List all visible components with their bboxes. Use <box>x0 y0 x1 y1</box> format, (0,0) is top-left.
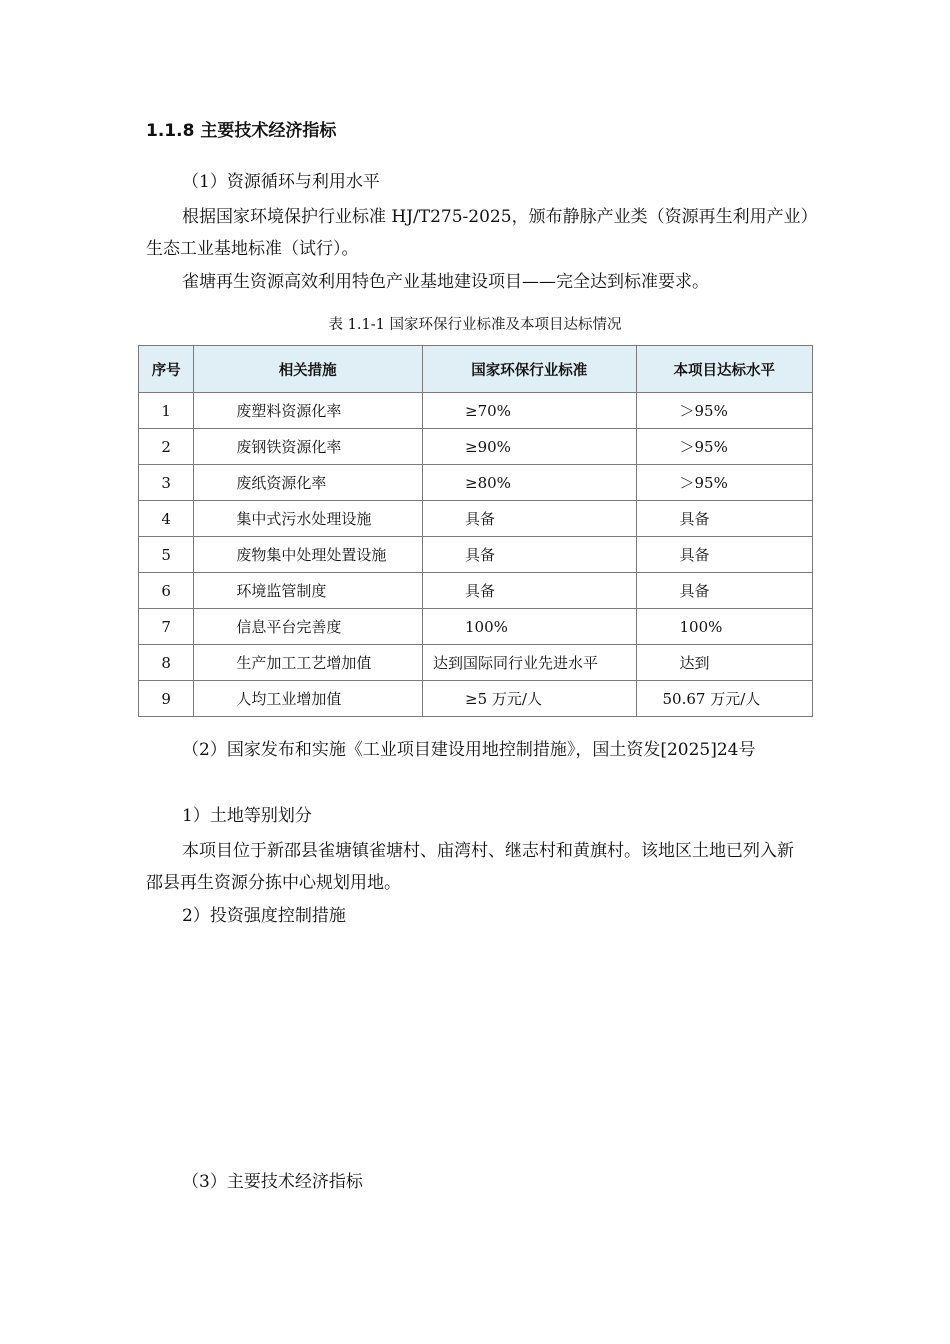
table-row <box>139 645 813 681</box>
standards-table <box>138 345 813 717</box>
table-caption: 表 1.1-1 国家环保行业标准及本项目达标情况 <box>328 317 622 333</box>
table-row <box>139 537 813 573</box>
cell-no: 4 <box>139 501 194 537</box>
header-measure: 相关措施 <box>194 346 423 393</box>
cell-no: 2 <box>139 429 194 465</box>
cell-no: 3 <box>139 465 194 501</box>
cell-level: 50.67 万元/人 <box>637 681 813 717</box>
paragraph-project-location: 本项目位于新邵县雀塘镇雀塘村、庙湾村、继志村和黄旗村。该地区土地已列入新邵县再生资源分拣中心规划用地。 <box>146 841 794 893</box>
table-header-row <box>139 346 813 393</box>
cell-standard: ≥90% <box>423 429 637 465</box>
cell-standard: 具备 <box>423 573 637 609</box>
table-row <box>139 393 813 429</box>
cell-no: 7 <box>139 609 194 645</box>
cell-level: 具备 <box>637 501 813 537</box>
cell-measure: 环境监管制度 <box>194 573 423 609</box>
paragraph-main-indicators: （3）主要技术经济指标 <box>182 1172 363 1192</box>
cell-measure: 集中式污水处理设施 <box>194 501 423 537</box>
cell-measure: 生产加工工艺增加值 <box>194 645 423 681</box>
cell-measure: 废塑料资源化率 <box>194 393 423 429</box>
paragraph-land-control-measures: （2）国家发布和实施《工业项目建设用地控制措施》，国土资发[2025]24号 <box>182 740 756 760</box>
cell-no: 5 <box>139 537 194 573</box>
cell-standard: ≥80% <box>423 465 637 501</box>
paragraph-investment-intensity: 2）投资强度控制措施 <box>182 906 346 926</box>
cell-level: 100% <box>637 609 813 645</box>
cell-measure: 废物集中处理处置设施 <box>194 537 423 573</box>
table-row <box>139 429 813 465</box>
header-level: 本项目达标水平 <box>637 346 813 393</box>
section-heading: 1.1.8 主要技术经济指标 <box>146 121 337 141</box>
cell-level: 达到 <box>637 645 813 681</box>
cell-level: 具备 <box>637 573 813 609</box>
cell-standard: ≥5 万元/人 <box>423 681 637 717</box>
cell-standard: 具备 <box>423 501 637 537</box>
table-row <box>139 681 813 717</box>
cell-no: 6 <box>139 573 194 609</box>
table-row <box>139 609 813 645</box>
cell-standard: 具备 <box>423 537 637 573</box>
paragraph-resource-recycling: （1）资源循环与利用水平 <box>182 172 380 192</box>
cell-measure: 信息平台完善度 <box>194 609 423 645</box>
paragraph-land-grade: 1）土地等别划分 <box>182 806 312 826</box>
paragraph-standard-basis: 根据国家环境保护行业标准 HJ/T275-2025，颁布静脉产业类（资源再生利用产业）生态工业基地标准（试行）。 <box>146 207 810 259</box>
cell-standard: ≥70% <box>423 393 637 429</box>
cell-level: 具备 <box>637 537 813 573</box>
table-row <box>139 465 813 501</box>
cell-standard: 达到国际同行业先进水平 <box>423 645 637 681</box>
cell-no: 9 <box>139 681 194 717</box>
header-standard: 国家环保行业标准 <box>423 346 637 393</box>
table-row <box>139 573 813 609</box>
header-no: 序号 <box>139 346 194 393</box>
cell-level: ＞95% <box>637 429 813 465</box>
cell-measure: 人均工业增加值 <box>194 681 423 717</box>
cell-no: 8 <box>139 645 194 681</box>
table-row <box>139 501 813 537</box>
paragraph-project-compliance: 雀塘再生资源高效利用特色产业基地建设项目——完全达到标准要求。 <box>182 272 709 292</box>
cell-standard: 100% <box>423 609 637 645</box>
cell-measure: 废纸资源化率 <box>194 465 423 501</box>
cell-level: ＞95% <box>637 393 813 429</box>
cell-level: ＞95% <box>637 465 813 501</box>
cell-measure: 废钢铁资源化率 <box>194 429 423 465</box>
cell-no: 1 <box>139 393 194 429</box>
